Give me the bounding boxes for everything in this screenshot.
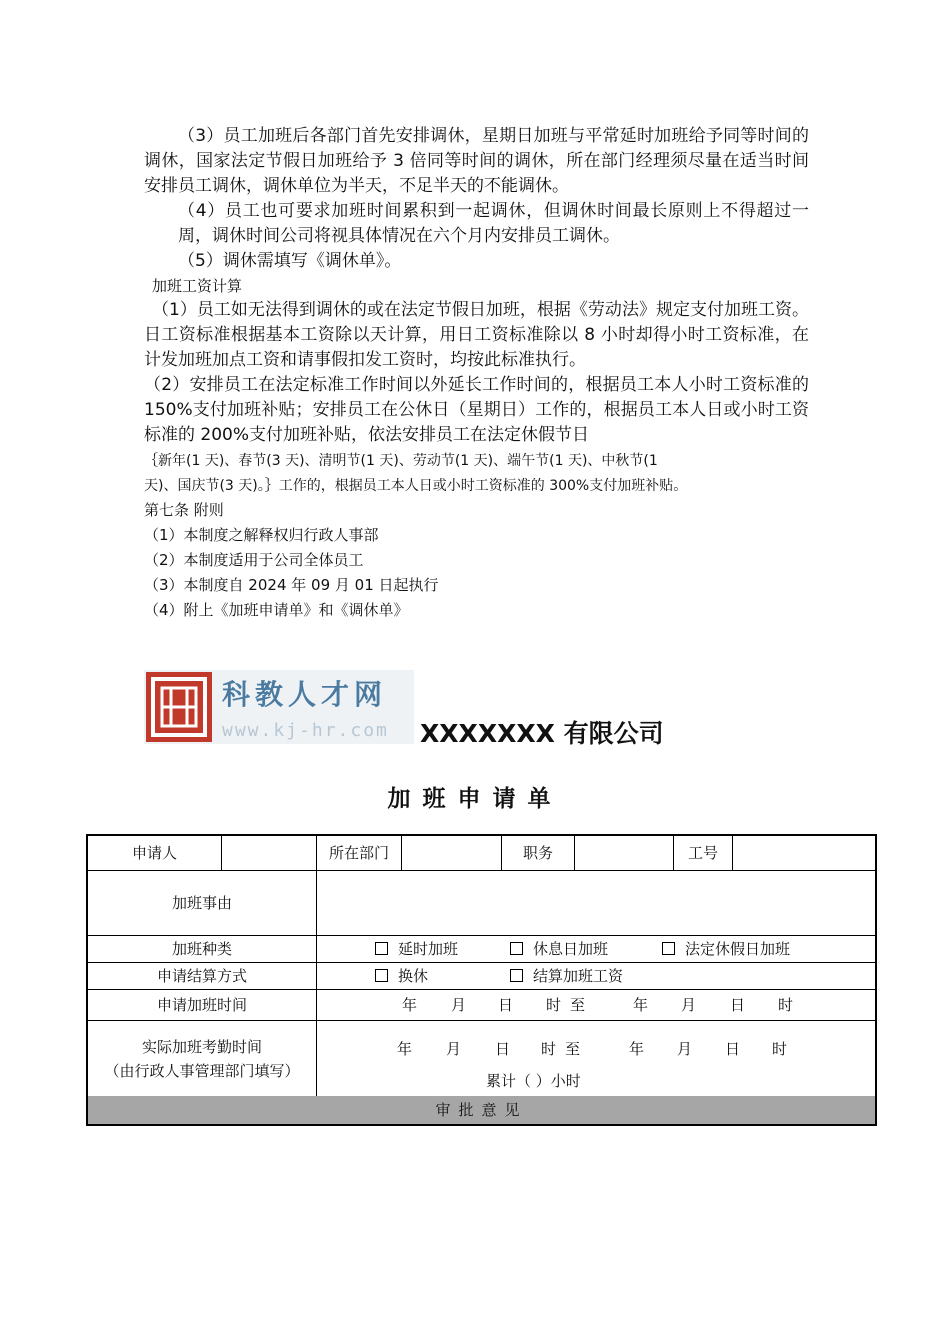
checkbox-icon[interactable] <box>375 942 388 955</box>
reason-label: 加班事由 <box>171 894 232 912</box>
checkbox-icon[interactable] <box>662 942 675 955</box>
logo-mark-icon <box>144 670 414 744</box>
approval-section: 审批意见 <box>88 1096 875 1124</box>
rule-p4: （4）员工也可要求加班时间累积到一起调休，但调休时间最长原则上不得超过一周，调休时间公司将视具体情况在六个月内安排员工调休。 <box>178 201 809 246</box>
settle-option-leave[interactable]: 换休 <box>375 966 428 986</box>
reason-input[interactable] <box>317 871 875 935</box>
apply-time-label: 申请加班时间 <box>156 996 247 1014</box>
appendix-item-4: （4）附上《加班申请单》和《调休单》 <box>144 601 409 619</box>
position-label: 职务 <box>522 844 553 862</box>
company-name: XXXXXXX 有限公司 <box>420 719 664 748</box>
employee-id-input[interactable] <box>733 836 875 870</box>
overtime-request-form: 申请人 所在部门 职务 工号 加班事由 加班种类 延时加班 休息日加班 法定休假日加班 申请结算方式 换休 结算加班工资 申请加班时间 年 月 日 时 至 年 月 日 时 实际加班考勤时间 （由行政人事管理部门填写） 年 月 日 时 至 年 月 日 时 累计（ ）小时 审批意见 <box>86 834 877 1126</box>
type-option-holiday[interactable]: 法定休假日加班 <box>662 939 790 959</box>
applicant-label: 申请人 <box>131 844 177 862</box>
logo-url: www.kj-hr.com <box>222 720 389 741</box>
total-hours: 累计（ ）小时 <box>486 1072 581 1090</box>
wage-rule-2: （2）安排员工在法定标准工作时间以外延长工作时间的，根据员工本人小时工资标准的 150%支付加班补贴；安排员工在公休日（星期日）工作的，根据员工本人日或小时工资标准的 200%支付加班补贴，依法安排员工在法定休假节日 <box>144 375 809 445</box>
department-input[interactable] <box>402 836 501 870</box>
form-title: 加班申请单 <box>387 786 563 812</box>
wage-rule-1: （1）员工如无法得到调休的或在法定节假日加班，根据《劳动法》规定支付加班工资。日工资标准根据基本工资除以天计算，用日工资标准除以 8 小时却得小时工资标准，在计发加班加点工资和请事假扣发工资时，均按此标准执行。 <box>144 300 809 370</box>
wage-heading: 加班工资计算 <box>152 277 243 295</box>
actual-time-label: 实际加班考勤时间 （由行政人事管理部门填写） <box>104 1037 300 1080</box>
settlement-label: 申请结算方式 <box>156 967 247 985</box>
overtime-type-label: 加班种类 <box>171 940 232 958</box>
logo-name: 科教人才网 <box>222 678 388 711</box>
settle-option-pay[interactable]: 结算加班工资 <box>510 966 623 986</box>
checkbox-icon[interactable] <box>510 969 523 982</box>
appendix-item-2: （2）本制度适用于公司全体员工 <box>144 551 364 569</box>
rule-p3: （3）员工加班后各部门首先安排调休，星期日加班与平常延时加班给予同等时间的调休，国家法定节假日加班给予 3 倍同等时间的调休，所在部门经理须尽量在适当时间安排员工调休，调休单位为半天，不足半天的不能调休。 <box>144 126 809 196</box>
rule-p5: （5）调休需填写《调休单》。 <box>178 251 402 271</box>
type-option-rest-day[interactable]: 休息日加班 <box>510 939 608 959</box>
checkbox-icon[interactable] <box>510 942 523 955</box>
department-label: 所在部门 <box>328 844 389 862</box>
holiday-list-line-2: 天)、国庆节(3 天)。｝工作的，根据员工本人日或小时工资标准的 300%支付加班补贴。 <box>144 478 688 494</box>
employee-id-label: 工号 <box>687 844 718 862</box>
position-input[interactable] <box>575 836 673 870</box>
appendix-item-3: （3）本制度自 2024 年 09 月 01 日起执行 <box>144 576 439 594</box>
checkbox-icon[interactable] <box>375 969 388 982</box>
type-option-extended[interactable]: 延时加班 <box>375 939 458 959</box>
appendix-item-1: （1）本制度之解释权归行政人事部 <box>144 526 379 544</box>
applicant-input[interactable] <box>222 836 316 870</box>
holiday-list-line-1: ｛新年(1 天)、春节(3 天)、清明节(1 天)、劳动节(1 天)、端午节(1 天)、中秋节(1 <box>144 453 658 469</box>
logo <box>144 670 414 744</box>
article-7-heading: 第七条 附则 <box>144 501 224 519</box>
